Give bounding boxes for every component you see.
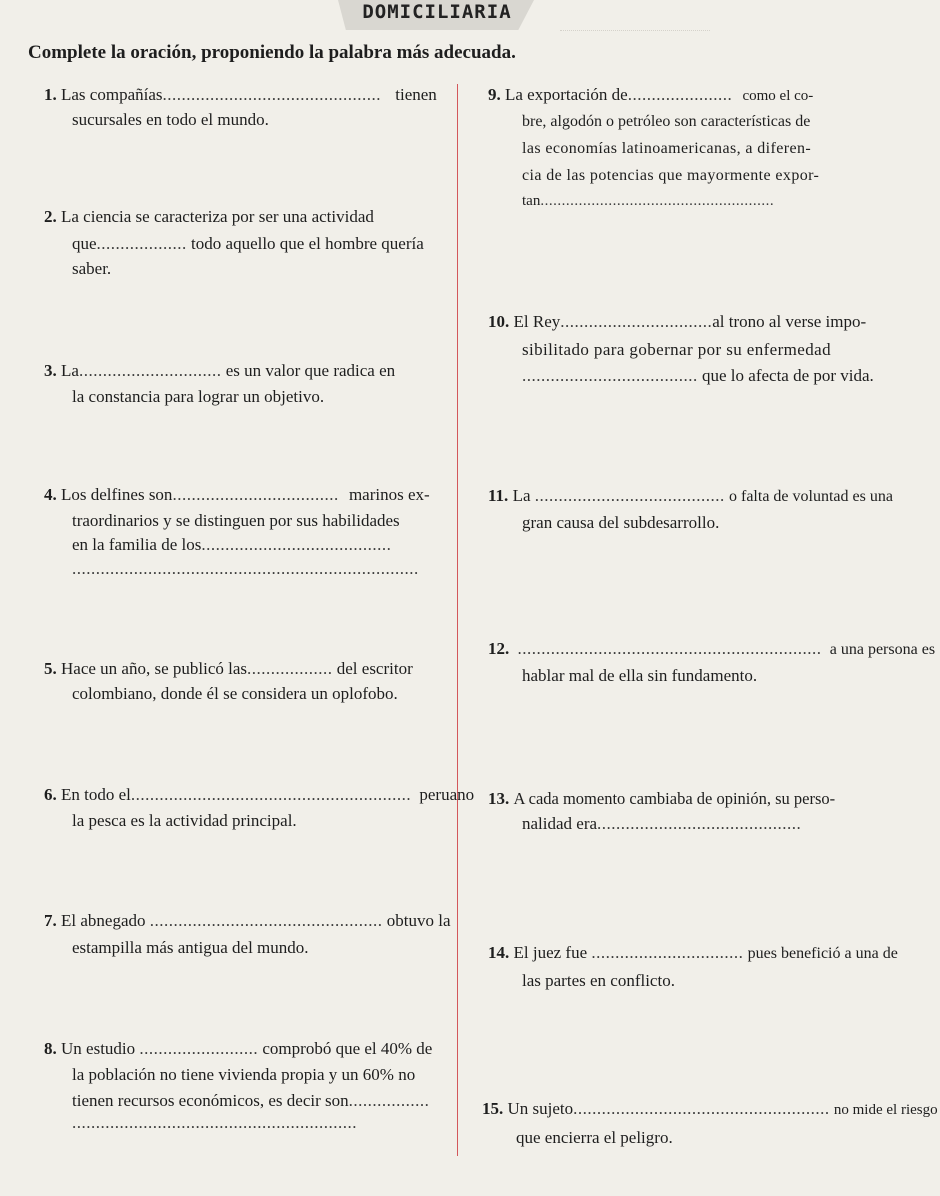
question-text: El abnegado <box>61 911 146 930</box>
question-text: A cada momento cambiaba de opinión, su perso- <box>513 789 836 808</box>
question-9 <box>488 86 813 104</box>
answer-blank[interactable]: ................................................. <box>149 911 383 930</box>
question-text: obtuvo la <box>386 911 451 930</box>
question-11-line-2: gran causa del subdesarrollo. <box>522 513 720 532</box>
answer-blank[interactable]: ........................................ <box>534 486 725 505</box>
answer-blank[interactable]: ........................................................... <box>130 785 412 804</box>
question-5-line-2: colombiano, donde él se considera un oplofobo. <box>72 684 398 703</box>
question-text: peruano <box>419 785 475 804</box>
question-text: tan <box>522 193 541 209</box>
question-13 <box>488 790 835 808</box>
answer-blank[interactable]: ..................................... <box>522 366 698 385</box>
question-14-line-2: las partes en conflicto. <box>522 971 675 990</box>
question-text: La <box>61 361 79 380</box>
question-9-line-4: cia de las potencias que mayormente expor- <box>522 167 820 184</box>
question-number: 5. <box>44 659 57 678</box>
answer-blank-line[interactable]: ......................................................................... <box>72 559 419 578</box>
column-divider <box>457 84 458 1156</box>
question-6 <box>44 786 474 803</box>
answer-blank[interactable]: ................. <box>348 1091 430 1110</box>
question-8 <box>44 1040 432 1057</box>
answer-blank[interactable]: ................................ <box>591 943 744 962</box>
question-text: El Rey <box>513 312 561 331</box>
answer-blank[interactable]: ....................................................... <box>540 193 775 209</box>
question-text: Hace un año, se publicó las <box>61 659 247 678</box>
question-number: 13. <box>488 789 510 808</box>
question-7-line-2: estampilla más antigua del mundo. <box>72 938 309 957</box>
question-number: 1. <box>44 85 57 104</box>
question-number: 8. <box>44 1039 57 1058</box>
answer-blank[interactable]: ................................................................ <box>517 639 822 658</box>
question-text: al trono al verse impo- <box>712 312 867 331</box>
answer-blank[interactable]: ......................... <box>139 1039 259 1058</box>
question-2 <box>44 208 374 225</box>
question-9-line-2: bre, algodón o petróleo son características de <box>522 113 811 130</box>
question-number: 11. <box>488 486 509 505</box>
question-text: nalidad era <box>522 814 598 833</box>
page-title: DOMICILIARIA <box>362 1 512 23</box>
question-4-line-2: traordinarios y se distinguen por sus habilidades <box>72 511 400 530</box>
answer-blank[interactable]: .............................................. <box>162 85 381 104</box>
question-text: La ciencia se caracteriza por ser una actividad <box>61 207 374 226</box>
question-number: 4. <box>44 485 57 504</box>
question-number: 9. <box>488 85 501 104</box>
question-11 <box>488 487 893 505</box>
question-number: 10. <box>488 312 510 331</box>
question-1-line-2: sucursales en todo el mundo. <box>72 110 269 129</box>
answer-blank[interactable]: ...................... <box>627 85 733 104</box>
question-text: del escritor <box>336 659 413 678</box>
answer-blank[interactable]: .............................. <box>78 361 222 380</box>
answer-blank-line[interactable]: ............................................................ <box>72 1113 357 1132</box>
question-2-line-3: saber. <box>72 259 112 278</box>
question-text: a una persona es <box>829 641 936 658</box>
question-number: 7. <box>44 911 57 930</box>
question-number: 15. <box>482 1099 504 1118</box>
answer-blank[interactable]: ................... <box>96 234 187 253</box>
question-1 <box>44 86 437 103</box>
question-4 <box>44 486 430 503</box>
bleed-through-shadow <box>560 30 710 41</box>
question-8-line-3 <box>72 1092 429 1109</box>
question-13-line-2 <box>522 815 801 832</box>
question-text: tienen recursos económicos, es decir son <box>72 1091 349 1110</box>
instruction-text: Complete la oración, proponiendo la palabra más adecuada. <box>28 42 516 63</box>
question-15 <box>482 1100 938 1118</box>
question-10-line-3 <box>522 367 874 384</box>
question-6-line-2: la pesca es la actividad principal. <box>72 811 297 830</box>
question-10-line-2: sibilitado para gobernar por su enfermedad <box>522 340 831 359</box>
question-8-line-2: la población no tiene vivienda propia y un 60% no <box>72 1065 416 1084</box>
question-text: En todo el <box>61 785 131 804</box>
question-text: La <box>512 486 531 505</box>
question-12 <box>488 640 935 658</box>
question-text: comprobó que el 40% de <box>262 1039 433 1058</box>
answer-blank[interactable]: ........................................... <box>597 814 802 833</box>
question-number: 14. <box>488 943 510 962</box>
question-text: tienen <box>395 85 437 104</box>
question-14 <box>488 944 898 962</box>
question-5 <box>44 660 413 677</box>
question-3 <box>44 362 395 379</box>
question-number: 6. <box>44 785 57 804</box>
question-text: todo aquello que el hombre quería <box>191 234 424 253</box>
question-text: es un valor que radica en <box>225 361 396 380</box>
question-15-line-2: que encierra el peligro. <box>516 1128 673 1147</box>
question-text: pues benefició a una de <box>747 945 898 962</box>
answer-blank[interactable]: .................. <box>247 659 333 678</box>
question-number: 3. <box>44 361 57 380</box>
question-text: como el co- <box>742 88 814 104</box>
question-number: 2. <box>44 207 57 226</box>
question-2-line-2 <box>72 235 424 252</box>
question-3-line-2: la constancia para lograr un objetivo. <box>72 387 325 406</box>
question-text: no mide el riesgo <box>833 1102 938 1118</box>
answer-blank[interactable]: ................................... <box>172 485 339 504</box>
question-text: en la familia de los <box>72 535 202 554</box>
question-text: Un sujeto <box>507 1099 574 1118</box>
answer-blank[interactable]: ...................................................... <box>573 1099 830 1118</box>
question-text: marinos ex- <box>348 485 430 504</box>
question-10 <box>488 313 866 330</box>
question-9-line-3: las economías latinoamericanas, a diferen- <box>522 140 812 157</box>
question-12-line-2: hablar mal de ella sin fundamento. <box>522 666 758 685</box>
answer-blank[interactable]: ........................................ <box>201 535 392 554</box>
question-text: o falta de voluntad es una <box>729 488 893 505</box>
question-text: La exportación de <box>505 85 628 104</box>
question-text: El juez fue <box>513 943 588 962</box>
question-number: 12. <box>488 639 510 658</box>
question-4-line-3 <box>72 536 391 553</box>
question-7 <box>44 912 451 929</box>
question-text: Las compañías <box>61 85 163 104</box>
question-9-line-5 <box>522 194 774 209</box>
question-text: Los delfines son <box>61 485 173 504</box>
answer-blank[interactable]: ................................ <box>560 312 713 331</box>
question-text: que <box>72 234 97 253</box>
question-text: Un estudio <box>61 1039 136 1058</box>
question-text: que lo afecta de por vida. <box>702 366 874 385</box>
